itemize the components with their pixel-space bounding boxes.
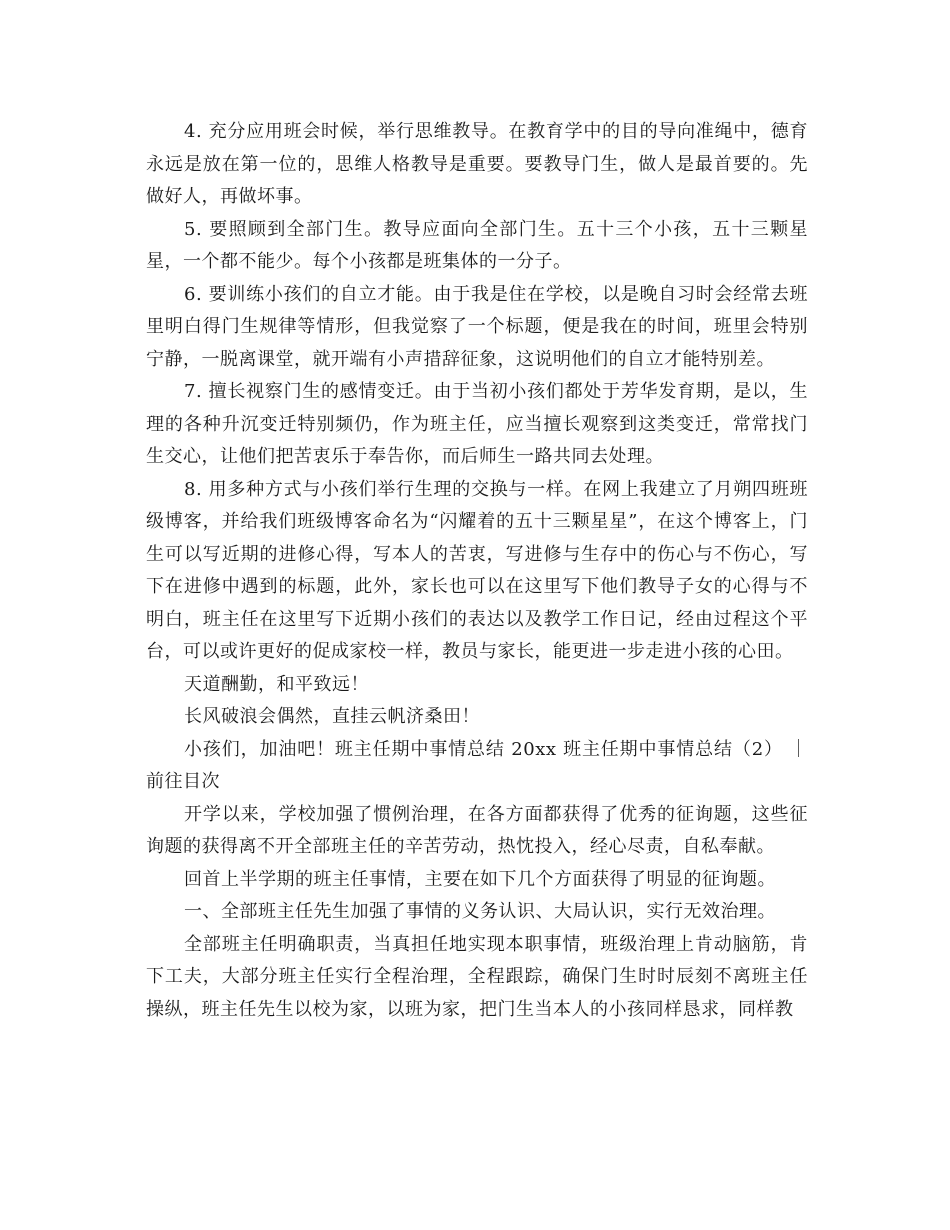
paragraph: 4. 充分应用班会时候，举行思维教导。在教育学中的目的导向准绳中，德育永远是放在第一位的，思维人格教导是重要。要教导门生，做人是最首要的。先做好人，再做坏事。 [146, 121, 808, 207]
paragraph: 回首上半学期的班主任事情，主要在如下几个方面获得了明显的征询题。 [184, 868, 776, 890]
paragraph: 全部班主任明确职责，当真担任地实现本职事情，班级治理上肯动脑筋，肯下工夫，大部分班主任实行全程治理，全程跟踪，确保门生时时辰刻不离班主任操纵，班主任先生以校为家，以班为家，把门生当本人的小孩同样恳求，同样教 [146, 933, 808, 1020]
paragraph: 6. 要训练小孩们的自立才能。由于我是住在学校，以是晚自习时会经常去班里明白得门生规律等情形，但我觉察了一个标题，便是我在的时间，班里会特别宁静，一脱离课堂，就开端有小声措辞征象，这说明他们的自立才能特别差。 [146, 283, 808, 370]
document-body [146, 116, 808, 1026]
section-heading: 一、全部班主任先生加强了事情的义务认识、大局认识，实行无效治理。 [184, 901, 776, 922]
paragraph: 开学以来，学校加强了惯例治理，在各方面都获得了优秀的征询题，这些征询题的获得离不开全部班主任的辛苦劳动，热忱投入，经心尽责，自私奉献。 [146, 803, 808, 857]
paragraph: 天道酬勤，和平致远！ [184, 673, 369, 695]
paragraph: 5. 要照顾到全部门生。教导应面向全部门生。五十三个小孩，五十三颗星星，一个都不能少。每个小孩都是班集体的一分子。 [146, 218, 808, 272]
paragraph: 小孩们，加油吧！班主任期中事情总结 20xx 班主任期中事情总结（2） ｜ 前往目次 [146, 738, 808, 792]
paragraph: 7. 擅长视察门生的感情变迁。由于当初小孩们都处于芳华发育期，是以，生理的各种升沉变迁特别频仍，作为班主任，应当擅长观察到这类变迁，常常找门生交心，让他们把苦衷乐于奉告你，而后师生一路共同去处理。 [146, 381, 808, 467]
paragraph: 8. 用多种方式与小孩们举行生理的交换与一样。在网上我建立了月朔四班班级博客，并给我们班级博客命名为“闪耀着的五十三颗星星”，在这个博客上，门生可以写近期的进修心得，写本人的苦衷，写进修与生存中的伤心与不伤心，写下在进修中遇到的标题，此外，家长也可以在这里写下他们教导子女的心得与不明白，班主任在这里写下近期小孩们的表达以及教学工作日记，经由过程这个平台，可以或许更好的促成家校一样，教员与家长，能更进一步走进小孩的心田。 [146, 478, 808, 662]
paragraph: 长风破浪会偶然，直挂云帆济桑田！ [184, 706, 480, 727]
